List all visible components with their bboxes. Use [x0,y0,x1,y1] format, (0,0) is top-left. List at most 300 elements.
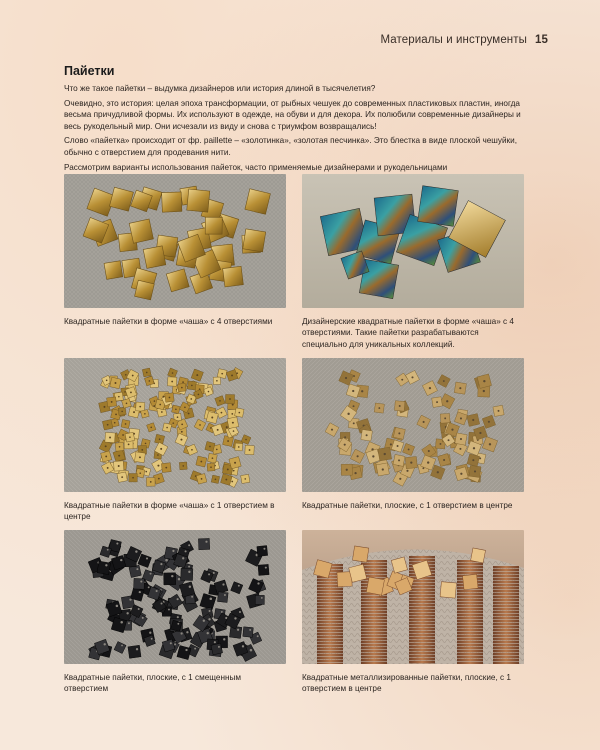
sequin-hole [196,374,198,376]
strung-sequin [457,650,483,652]
photo-card-6 [302,530,524,695]
sequin-hole [221,412,223,414]
strung-sequin [457,572,483,574]
strung-sequin [409,556,435,558]
sequin-hole [188,544,190,546]
sequin-hole [109,437,111,439]
article-title: Пайетки [64,64,115,78]
sequin-hole [209,610,211,612]
sequin-hole [103,406,105,408]
sequin-hole [160,563,162,565]
strung-sequin [493,581,519,583]
strung-sequin [457,611,483,613]
strung-sequin [493,572,519,574]
strung-sequin [457,638,483,640]
sequin-hole [244,478,246,480]
sequin-hole [423,421,425,423]
sequin-hole [160,448,162,450]
sequin [243,229,266,252]
sequin-hole [429,387,431,389]
sequin [255,595,264,604]
strung-sequin [317,642,343,644]
strung-sequin [317,624,343,626]
sequin-hole [145,471,147,473]
sequin-hole [104,643,106,645]
sequin-hole [488,421,490,423]
strung-sequin [361,611,387,613]
section-title: Материалы и инструменты [380,34,527,46]
sequin-hole [185,550,187,552]
photo-caption-2: Дизайнерские квадратные пайетки в форме «чаша» с 4 отверстиями. Такие пайетки разрабатываются специально для уникальных коллекций. [302,317,514,349]
sequin-hole [226,426,228,428]
strung-sequin [409,598,435,600]
sequin-hole [210,466,212,468]
article-body [64,64,524,176]
sequin-hole [159,404,161,406]
sequin-hole [174,643,176,645]
strung-sequin [317,588,343,590]
sequin-hole [474,470,476,472]
strung-sequin [493,656,519,658]
strung-sequin [361,644,387,646]
sequin-hole [231,374,233,376]
sequin-hole [135,550,137,552]
strung-sequin [493,644,519,646]
strung-sequin [457,623,483,625]
sequin-hole [218,646,220,648]
sequin-hole [194,648,196,650]
sequin-hole [136,568,138,570]
sequin-hole [190,398,192,400]
strung-sequin [493,569,519,571]
strung-sequin [361,602,387,604]
sequin-hole [227,468,229,470]
strung-sequin [409,589,435,591]
sequin-hole [215,479,217,481]
strung-sequin [493,599,519,601]
sequin-hole [169,397,171,399]
sequin [128,645,141,658]
sequin-hole [498,410,500,412]
strung-sequin [317,645,343,647]
sequin-hole [489,443,491,445]
strung-sequin [457,605,483,607]
strung-sequin [493,647,519,649]
sequin-hole [171,381,173,383]
strung-sequin [457,593,483,595]
strung-sequin [457,617,483,619]
strung-sequin [361,605,387,607]
strung-sequin [361,641,387,643]
sequin-hole [208,618,210,620]
sequin-hole [225,617,227,619]
strung-sequin [409,625,435,627]
sequin-hole [199,424,201,426]
sequin-hole [181,423,183,425]
strung-sequin [409,637,435,639]
sequin-hole [261,597,263,599]
sequin-hole [128,444,130,446]
sequin-hole [161,411,163,413]
strung-sequin [409,586,435,588]
sequin-hole [125,374,127,376]
loose-sequin [463,574,479,590]
sequin-hole [345,377,347,379]
photo-caption-5: Квадратные пайетки, плоские, с 1 смещенным отверстием [64,673,242,694]
sequin-hole [211,417,213,419]
sequin-hole [171,575,173,577]
sequin-hole [209,597,212,600]
strung-sequin [493,617,519,619]
sequin-hole [344,444,346,446]
strung-sequin [457,629,483,631]
strung-sequin [457,647,483,649]
strung-sequin [317,636,343,638]
sequin-hole [216,380,218,382]
sequin-hole [144,413,146,415]
sequin-hole [398,432,400,434]
sequin-hole [444,417,446,419]
strung-sequin [457,614,483,616]
sequin [243,627,254,638]
sequin-hole [200,461,202,463]
strung-sequin [493,653,519,655]
sequin-hole [177,416,179,418]
sequin-hole [191,449,193,451]
strung-sequin [317,654,343,656]
sequin-hole [221,373,223,375]
strung-sequin [317,651,343,653]
sequin-hole [219,400,221,402]
strung-sequin [361,614,387,616]
sequin-hole [354,472,356,474]
strung-sequin [457,662,483,664]
strung-sequin [317,639,343,641]
sequin-hole [237,629,239,631]
sequin-hole [249,629,251,631]
loose-sequin [349,564,367,582]
sequin-hole [460,473,462,475]
strung-sequin [493,635,519,637]
sequin-hole [165,559,168,562]
strung-sequin [493,620,519,622]
strung-sequin [493,638,519,640]
sequin-hole [372,455,374,457]
sequin-hole [225,479,227,481]
strung-sequin [361,653,387,655]
strung-sequin [361,596,387,598]
sequin-hole [138,608,140,610]
sequin-hole [122,434,124,436]
photo-card-2 [302,174,524,350]
strung-sequin [409,643,435,645]
sequin-hole [150,427,152,429]
strung-sequin [409,616,435,618]
sequin-hole [132,477,134,479]
strung-sequin [409,622,435,624]
strung-sequin [317,594,343,596]
sequin-hole [177,598,179,600]
sequin-hole [175,409,177,411]
gold-square-cup-sequins-photo [64,174,286,308]
sequin [129,565,141,577]
sequin-hole [231,413,233,415]
sequin-hole [121,476,123,478]
strung-sequin [409,610,435,612]
sequin-hole [141,449,143,451]
photo-caption-3: Квадратные пайетки в форме «чаша» с 1 отверстием в центре [64,501,275,522]
strung-sequin [493,629,519,631]
sequin-hole [361,390,363,392]
sequin-hole [399,405,401,407]
sequin-hole [406,470,408,472]
strung-sequin [361,650,387,652]
flat-gold-sequins-photo [302,358,524,492]
strung-sequin [409,652,435,654]
loose-sequin [366,577,384,595]
strung-sequin [493,590,519,592]
sequin-hole [331,429,333,431]
sequin-hole [165,467,167,469]
sequin [97,561,111,575]
strung-sequin [457,641,483,643]
sequin-hole [184,406,186,408]
black-flat-sequins-photo [64,530,286,664]
strung-sequin [493,593,519,595]
sequin-hole [242,645,244,647]
sequin-hole [238,446,240,448]
sequin-hole [188,413,190,415]
sequin-hole [177,623,179,625]
sequin-hole [157,465,159,467]
variants-paragraph: Рассмотрим варианты использования пайеток, часто применяемые дизайнерами и рукодельницами [64,162,448,172]
strung-sequin [361,629,387,631]
sequin-hole [346,469,348,471]
history-paragraph: Очевидно, это история: целая эпоха трансформации, от рыбных чешуек до современных пластиковых пластин, иногда весьма причудливой формы. Их используют в одежде, на обуви и для декора. Их полюбили современные дизайнеры и весь рукодельный мир. Они исчезали из виду и снова с триумфом возвращались! [64,98,521,131]
sequin [187,189,210,212]
sequin [104,261,123,280]
sequin-hole [129,599,131,601]
photo-card-5 [64,530,286,695]
sequin-hole [181,431,183,433]
sequin-hole [443,459,445,461]
photo-card-1 [64,174,286,327]
loose-sequin [471,548,486,563]
sequin-hole [114,422,116,424]
sequin-hole [249,449,251,451]
sequin-hole [136,648,138,650]
strung-sequin [361,656,387,658]
strung-sequin [361,647,387,649]
sequin-hole [232,404,234,406]
sequin-hole [234,462,236,464]
sequin-hole [182,381,184,383]
sequin [164,573,176,585]
sequin [134,578,145,589]
loose-sequin [440,582,456,598]
sequin-hole [257,582,259,584]
sequin-hole [191,596,193,598]
sequin-hole [198,394,200,396]
sequin-hole [118,455,120,457]
strung-sequin [361,632,387,634]
strung-sequin [317,600,343,602]
sequin-hole [121,645,123,647]
sequin-hole [182,465,184,467]
strung-sequin [317,627,343,629]
sequin-hole [483,380,485,382]
photo-card-3 [64,358,286,523]
sequin-hole [188,566,190,568]
strung-sequin [493,659,519,661]
sequin-hole [158,478,160,480]
strung-sequin [457,590,483,592]
sequin-hole [221,611,223,613]
sequin-hole [398,459,400,461]
sequin-hole [209,446,211,448]
strung-sequin [317,660,343,662]
sequin-hole [203,620,205,622]
sequin-hole [245,439,247,441]
strung-sequin [457,653,483,655]
sequin [245,189,270,214]
sequin [143,246,166,269]
strung-sequin [493,650,519,652]
sequin-hole [344,436,346,438]
sequin-hole [234,617,236,619]
strung-sequin [409,559,435,561]
strung-sequin [457,659,483,661]
strung-sequin [409,619,435,621]
strung-sequin [409,613,435,615]
strung-sequin [317,615,343,617]
sequin-hole [146,557,148,559]
strung-sequin [409,628,435,630]
sequin-hole [205,541,207,543]
strung-sequin [361,566,387,568]
strung-sequin [457,599,483,601]
strung-sequin [409,634,435,636]
sequin-hole [353,405,355,407]
strung-sequin [493,626,519,628]
sequin-hole [222,583,224,585]
strung-sequin [317,663,343,664]
sequin-hole [107,549,109,551]
strung-sequin [493,596,519,598]
sequin-hole [105,564,107,566]
sequin-hole [111,401,113,403]
sequin-hole [353,422,355,424]
photo-card-4 [302,358,524,511]
strung-sequin [457,620,483,622]
strung-sequin [457,656,483,658]
sequin-hole [121,411,123,413]
sequin-hole [118,465,120,467]
sequin-hole [446,400,448,402]
sequin-hole [257,635,259,637]
sequin-hole [185,649,187,651]
sequin-hole [401,379,403,381]
sequin-hole [120,559,122,561]
sequin-hole [189,586,191,588]
sequin-hole [472,419,474,421]
strung-sequin [457,632,483,634]
sequin-hole [168,609,170,611]
sequin-hole [159,438,161,440]
sequin-hole [214,641,216,643]
strung-sequin [317,603,343,605]
sequin-hole [227,440,229,442]
strung-sequin [361,599,387,601]
strung-sequin [409,607,435,609]
sequin-hole [357,455,359,457]
photo-caption-1: Квадратные пайетки в форме «чаша» с 4 отверстиями [64,317,273,326]
sequin-hole [229,398,231,400]
strung-sequin [317,609,343,611]
sequin-hole [263,548,265,550]
strung-sequin [317,630,343,632]
sequin-hole [352,390,354,392]
strung-sequin [317,591,343,593]
strung-sequin [457,566,483,568]
strung-sequin [317,657,343,659]
sequin-hole [250,649,253,652]
sequin-hole [170,642,172,644]
sequin-hole [151,638,153,640]
sequin-hole [208,573,210,575]
sequin-hole [188,571,190,573]
sequin-hole [115,382,117,384]
sequin-hole [411,376,413,378]
sequin [129,219,153,243]
sequin-hole [118,396,120,398]
strung-sequin [361,659,387,661]
sequin-hole [156,590,158,592]
strung-sequin [409,601,435,603]
sequin-hole [436,401,438,403]
sequin-hole [233,470,235,472]
sequin-hole [397,445,399,447]
sequin-hole [186,631,188,633]
strung-sequin [457,626,483,628]
sequin-hole [107,424,109,426]
sequin-hole [154,400,156,402]
sequin-hole [181,632,183,634]
sequin-hole [231,481,233,483]
sequin-hole [382,468,384,470]
sequin-hole [115,413,117,415]
sequin-hole [472,459,474,461]
sequin-hole [384,453,386,455]
sequin-hole [172,372,174,374]
sequin-hole [150,573,152,575]
strung-sequin [493,602,519,604]
strung-sequin [457,569,483,571]
sequin-hole [483,390,485,392]
strung-sequin [409,655,435,657]
sequin-hole [148,586,150,588]
strung-sequin [409,661,435,663]
strung-sequin [317,618,343,620]
sequin-hole [145,443,147,445]
strung-sequin [493,605,519,607]
sequin-hole [347,413,349,415]
sequin-hole [157,454,159,456]
strung-sequin [409,592,435,594]
sequin-hole [128,622,130,624]
photo-caption-6: Квадратные металлизированные пайетки, плоские, с 1 отверстием в центре [302,673,511,694]
strung-sequin [493,566,519,568]
